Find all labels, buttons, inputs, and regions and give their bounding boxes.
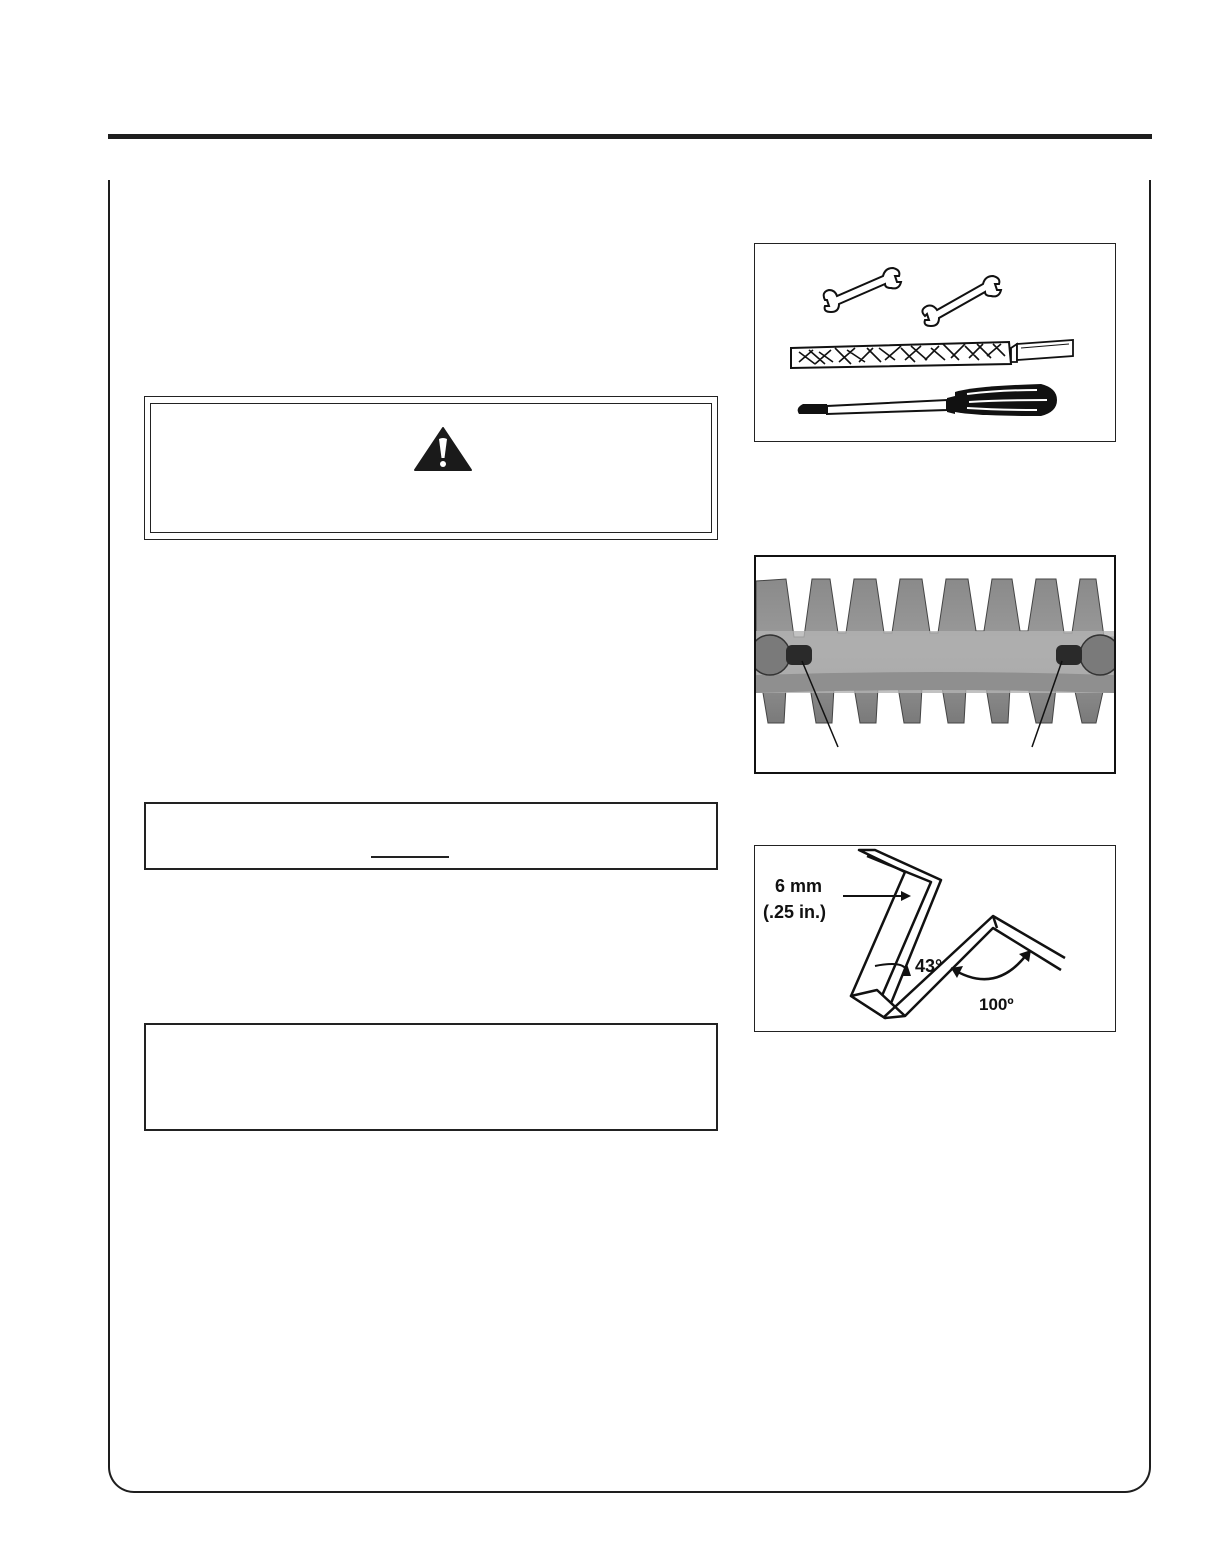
angle-43-label: 43° — [915, 956, 943, 976]
blade-photo — [754, 555, 1116, 774]
screwdriver-icon — [798, 384, 1057, 416]
wrench-icon — [922, 276, 1001, 326]
tooth-angle-diagram — [754, 845, 1116, 1032]
file-icon — [791, 340, 1073, 368]
note-box-2 — [144, 1023, 718, 1131]
dimension-mm-label: 6 mm — [775, 876, 823, 896]
dimension-in-label: (.25 in.) — [763, 902, 827, 922]
wrench-icon — [824, 268, 901, 312]
warning-inner-frame — [150, 403, 712, 533]
note-box-1 — [144, 802, 718, 870]
tools-illustration — [754, 243, 1116, 442]
angle-100-label: 100º — [979, 995, 1014, 1014]
underline-rule — [371, 856, 449, 858]
warning-triangle-icon — [413, 426, 473, 472]
header-rule — [108, 134, 1152, 139]
angle-100-arc — [951, 950, 1031, 979]
warning-box — [144, 396, 718, 540]
